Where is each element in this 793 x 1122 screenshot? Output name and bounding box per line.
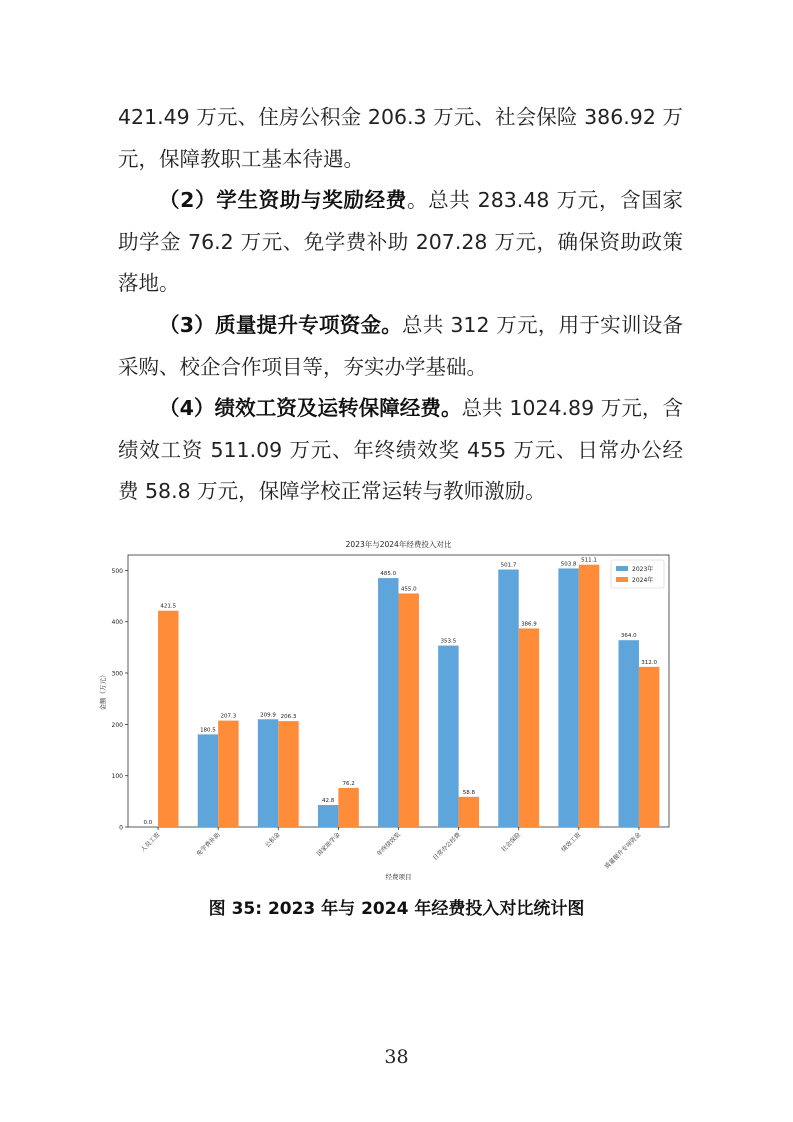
y-axis-label: 金额（万元） — [99, 671, 107, 711]
bar-2023 — [619, 640, 639, 827]
bar-value-label: 501.7 — [500, 562, 517, 569]
bar-2024 — [519, 628, 539, 827]
x-tick-label: 人员工资 — [139, 831, 162, 854]
bar-value-label: 209.9 — [260, 712, 276, 719]
y-tick-label: 400 — [111, 619, 123, 627]
bar-value-label: 455.0 — [400, 586, 417, 593]
funding-comparison-chart — [88, 535, 688, 885]
bar-2024 — [639, 667, 659, 827]
y-tick-label: 500 — [111, 567, 123, 575]
legend-swatch — [616, 577, 628, 582]
x-tick-label: 绩效工资 — [560, 831, 583, 854]
bar-2024 — [158, 611, 178, 827]
paragraph-quality-fund — [118, 305, 683, 388]
paragraph-performance-pay — [118, 388, 683, 513]
bar-2023 — [258, 719, 278, 827]
bar-value-label: 364.0 — [620, 633, 637, 640]
legend-swatch — [616, 566, 628, 571]
paragraph-heading: （2）学生资助与奖励经费 — [159, 188, 407, 212]
bar-value-label: 0.0 — [143, 820, 153, 826]
bar-2023 — [558, 568, 578, 827]
x-axis-label: 经费项目 — [385, 873, 412, 881]
bar-value-label: 485.0 — [380, 571, 397, 578]
figure-caption: 图 35: 2023 年与 2024 年经费投入对比统计图 — [208, 899, 585, 919]
bar-2024 — [278, 721, 298, 827]
paragraph-heading: （3）质量提升专项资金。 — [159, 313, 403, 337]
x-tick-label: 年终绩效奖 — [375, 831, 402, 858]
bar-2024 — [459, 797, 479, 827]
y-tick-label: 300 — [111, 670, 123, 678]
legend-label: 2024年 — [632, 577, 654, 584]
bar-2023 — [438, 646, 458, 827]
x-tick-label: 社会保险 — [500, 831, 523, 854]
legend-label: 2023年 — [632, 566, 654, 573]
y-tick-label: 100 — [111, 773, 123, 781]
bar-value-label: 503.8 — [560, 561, 577, 568]
bar-2024 — [338, 788, 358, 827]
bar-value-label: 42.8 — [322, 798, 335, 805]
y-tick-label: 200 — [111, 721, 123, 729]
bar-value-label: 312.0 — [641, 659, 658, 666]
bar-value-label: 180.5 — [200, 727, 216, 734]
x-tick-label: 质量提升专项资金 — [603, 831, 643, 871]
bar-2024 — [579, 565, 599, 827]
paragraph-body: 。总共 283.48 万元，含国家助学金 76.2 万元、免学费补助 207.28 万元，确保资助政策落地。 — [118, 188, 684, 295]
bar-2024 — [399, 593, 419, 827]
chart-title: 2023年与2024年经费投入对比 — [345, 540, 452, 549]
bar-chart-svg — [88, 535, 688, 885]
x-tick-label: 免学费补助 — [195, 831, 222, 858]
page-number: 38 — [384, 1046, 409, 1068]
paragraph-heading: （4）绩效工资及运转保障经费。 — [159, 396, 462, 420]
bar-value-label: 421.5 — [160, 603, 177, 610]
paragraph-body: 总共 1024.89 万元，含绩效工资 511.09 万元、年终绩效奖 455 万元、日常办公经费 58.8 万元，保障学校正常运转与教师激励。 — [118, 396, 683, 503]
bar-value-label: 76.2 — [342, 780, 355, 787]
bar-value-label: 207.3 — [220, 713, 237, 720]
x-tick-label: 国家助学金 — [315, 831, 342, 858]
bar-2023 — [378, 578, 398, 827]
paragraph-body: 421.49 万元、住房公积金 206.3 万元、社会保险 386.92 万元，保障教职工基本待遇。 — [118, 105, 683, 171]
paragraph-body: 总共 312 万元，用于实训设备采购、校企合作项目等，夯实办学基础。 — [118, 313, 683, 379]
bar-value-label: 353.5 — [440, 638, 457, 645]
x-tick-label: 日常办公经费 — [431, 831, 463, 862]
bar-value-label: 386.9 — [521, 621, 537, 628]
bar-value-label: 206.3 — [280, 714, 297, 721]
bar-2023 — [318, 805, 338, 827]
x-tick-label: 公积金 — [264, 831, 282, 850]
bar-value-label: 511.1 — [581, 557, 597, 564]
y-tick-label: 0 — [119, 824, 123, 832]
bar-value-label: 58.8 — [462, 789, 475, 796]
paragraph-salary-continued — [118, 97, 683, 180]
paragraph-student-aid — [118, 180, 683, 305]
bar-2024 — [218, 721, 238, 827]
bar-2023 — [198, 734, 218, 827]
bar-2023 — [498, 570, 518, 827]
